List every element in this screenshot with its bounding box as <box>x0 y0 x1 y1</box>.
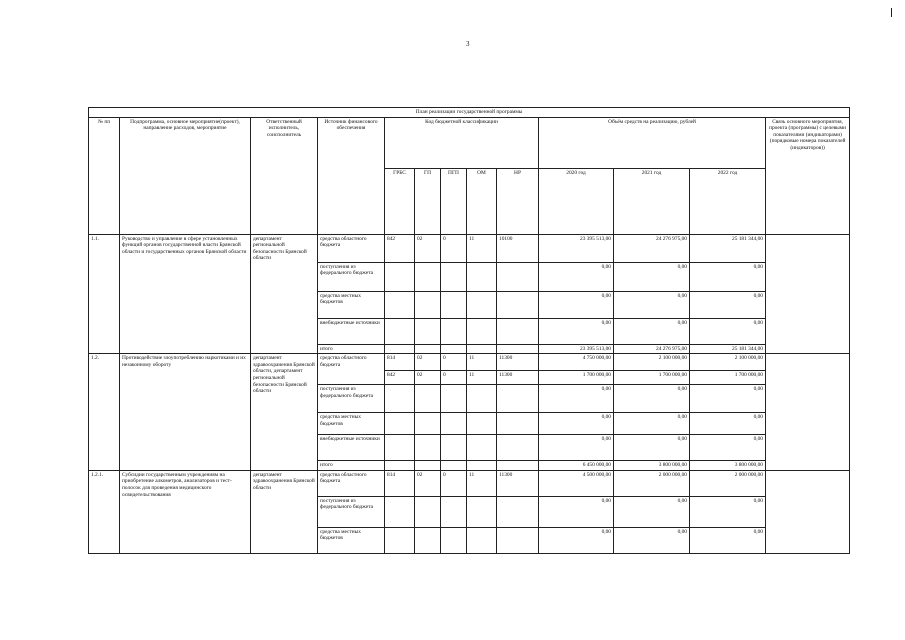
header-volume: Объём средств на реализацию, рублей <box>539 117 766 168</box>
row-num: 1.2.1. <box>89 470 120 553</box>
row-nr <box>497 527 539 553</box>
row-gp: 02 <box>415 371 441 385</box>
row-2020: 23 395 513,00 <box>539 344 614 354</box>
row-2021: 1 700 000,00 <box>614 371 690 385</box>
row-responsible: департамент региональной безопасности Брянской области <box>251 234 318 354</box>
row-pgp <box>441 435 467 461</box>
row-source: поступления из федерального бюджета <box>318 262 385 291</box>
row-responsible: департамент здравоохранения Брянской области <box>251 470 318 553</box>
program-plan-table <box>88 107 850 554</box>
row-pgp <box>441 262 467 291</box>
row-pgp: 0 <box>441 234 467 262</box>
row-om <box>467 435 497 461</box>
row-2021: 3 800 000,00 <box>614 461 690 471</box>
row-gp <box>415 262 441 291</box>
row-pgp <box>441 318 467 344</box>
row-grbs <box>385 291 415 318</box>
row-name: Субсидии государственным учреждениям на приобретение алкометров, анализаторов и тест-полосок для проведения медицинского освидетельствования <box>120 470 251 553</box>
header-grbs: ГРБС <box>385 168 415 234</box>
header-responsible: Ответственный исполнитель, соисполнитель <box>251 117 318 234</box>
row-source: средства областного бюджета <box>318 234 385 262</box>
row-2021: 2 000 000,00 <box>614 470 690 496</box>
row-2020: 0,00 <box>539 262 614 291</box>
program-plan-table-wrapper <box>88 107 849 554</box>
row-source: поступления из федерального бюджета <box>318 385 385 413</box>
row-gp <box>415 344 441 354</box>
row-num: 1.2. <box>89 354 120 471</box>
row-2021: 0,00 <box>614 527 690 553</box>
row-2022: 25 181 344,00 <box>690 344 766 354</box>
row-nr: 11300 <box>497 371 539 385</box>
row-2020: 23 395 513,00 <box>539 234 614 262</box>
row-grbs <box>385 318 415 344</box>
row-nr <box>497 435 539 461</box>
row-2021: 0,00 <box>614 435 690 461</box>
row-pgp: 0 <box>441 371 467 385</box>
header-num: № пп <box>89 117 120 234</box>
row-2020: 0,00 <box>539 435 614 461</box>
row-nr <box>497 461 539 471</box>
row-grbs <box>385 435 415 461</box>
row-nr: 11300 <box>497 354 539 371</box>
scan-edge-mark <box>891 8 892 17</box>
row-gp <box>415 318 441 344</box>
row-gp <box>415 385 441 413</box>
table-title-row <box>89 108 850 118</box>
row-nr <box>497 385 539 413</box>
row-2021: 24 276 975,00 <box>614 344 690 354</box>
row-pgp <box>441 461 467 471</box>
row-om <box>467 262 497 291</box>
row-2022: 1 700 000,00 <box>690 371 766 385</box>
row-nr <box>497 291 539 318</box>
row-om <box>467 344 497 354</box>
row-grbs: 814 <box>385 470 415 496</box>
row-2020: 0,00 <box>539 291 614 318</box>
row-nr <box>497 344 539 354</box>
row-gp <box>415 291 441 318</box>
row-source: средства местных бюджетов <box>318 413 385 435</box>
row-om <box>467 318 497 344</box>
row-grbs: 814 <box>385 354 415 371</box>
row-om: 11 <box>467 371 497 385</box>
row-source: итого <box>318 344 385 354</box>
header-2020: 2020 год <box>539 168 614 234</box>
row-grbs <box>385 527 415 553</box>
row-pgp <box>441 344 467 354</box>
header-2022: 2022 год <box>690 168 766 234</box>
row-2020: 0,00 <box>539 496 614 527</box>
row-nr <box>497 496 539 527</box>
row-num: 1.1. <box>89 234 120 354</box>
row-2021: 0,00 <box>614 385 690 413</box>
row-2020: 0,00 <box>539 527 614 553</box>
row-2021: 0,00 <box>614 413 690 435</box>
row-2022: 0,00 <box>690 527 766 553</box>
header-name: Подпрограмма, основное мероприятие(проект), направление расходов, мероприятие <box>120 117 251 234</box>
row-source: средства местных бюджетов <box>318 527 385 553</box>
row-source: средства областного бюджета <box>318 470 385 496</box>
row-om: 11 <box>467 354 497 371</box>
header-budget-code: Код бюджетной классификации <box>385 117 539 168</box>
row-2021: 0,00 <box>614 262 690 291</box>
row-2020: 4 750 000,00 <box>539 354 614 371</box>
row-2021: 0,00 <box>614 318 690 344</box>
row-2022: 0,00 <box>690 262 766 291</box>
row-2022: 2 000 000,00 <box>690 470 766 496</box>
row-name: Руководство и управление в сфере установленных функций органов государственной власти Брянской области и государственных органов Брянской области <box>120 234 251 354</box>
row-source: средства областного бюджета <box>318 354 385 385</box>
row-source: поступления из федерального бюджета <box>318 496 385 527</box>
row-2020: 0,00 <box>539 318 614 344</box>
row-gp <box>415 435 441 461</box>
row-2021: 24 276 975,00 <box>614 234 690 262</box>
row-om: 11 <box>467 234 497 262</box>
row-grbs <box>385 385 415 413</box>
row-grbs <box>385 262 415 291</box>
header-source: Источник финансового обеспечения <box>318 117 385 234</box>
row-pgp <box>441 496 467 527</box>
row-om <box>467 461 497 471</box>
header-pgp: ПГП <box>441 168 467 234</box>
row-gp <box>415 496 441 527</box>
row-source: внебюджетные источники <box>318 318 385 344</box>
row-om: 11 <box>467 470 497 496</box>
row-2022: 0,00 <box>690 385 766 413</box>
row-source: итого <box>318 461 385 471</box>
row-nr: 11300 <box>497 470 539 496</box>
row-gp: 02 <box>415 470 441 496</box>
row-2022: 0,00 <box>690 318 766 344</box>
header-row <box>89 117 850 168</box>
row-nr <box>497 262 539 291</box>
row-2020: 0,00 <box>539 413 614 435</box>
row-gp <box>415 461 441 471</box>
row-2022: 0,00 <box>690 413 766 435</box>
row-grbs <box>385 496 415 527</box>
page-number: 3 <box>466 40 470 48</box>
table-row <box>89 234 850 262</box>
row-grbs: 842 <box>385 234 415 262</box>
row-2021: 0,00 <box>614 291 690 318</box>
row-pgp <box>441 291 467 318</box>
row-om <box>467 291 497 318</box>
row-link <box>766 470 850 553</box>
row-2021: 0,00 <box>614 496 690 527</box>
row-grbs <box>385 461 415 471</box>
row-2020: 4 500 000,00 <box>539 470 614 496</box>
row-pgp: 0 <box>441 354 467 371</box>
header-om: ОМ <box>467 168 497 234</box>
row-gp: 02 <box>415 354 441 371</box>
row-grbs <box>385 344 415 354</box>
table-row <box>89 354 850 371</box>
row-source: средства местных бюджетов <box>318 291 385 318</box>
row-om <box>467 413 497 435</box>
row-om <box>467 496 497 527</box>
row-grbs: 842 <box>385 371 415 385</box>
table-row <box>89 470 850 496</box>
row-2021: 2 100 000,00 <box>614 354 690 371</box>
header-2021: 2021 год <box>614 168 690 234</box>
row-2022: 0,00 <box>690 291 766 318</box>
row-nr <box>497 318 539 344</box>
row-om <box>467 385 497 413</box>
row-2022: 0,00 <box>690 435 766 461</box>
row-gp <box>415 527 441 553</box>
row-om <box>467 527 497 553</box>
row-2022: 2 100 000,00 <box>690 354 766 371</box>
table-title: План реализации государственной программы <box>89 108 850 118</box>
row-responsible: департамент здравоохранения Брянской области, департамент региональной безопасности Брянской области <box>251 354 318 471</box>
row-grbs <box>385 413 415 435</box>
row-2020: 0,00 <box>539 385 614 413</box>
row-gp: 02 <box>415 234 441 262</box>
row-pgp <box>441 385 467 413</box>
row-link <box>766 354 850 471</box>
row-gp <box>415 413 441 435</box>
row-name: Противодействие злоупотреблению наркотиками и их незаконному обороту <box>120 354 251 471</box>
row-nr <box>497 413 539 435</box>
row-2022: 0,00 <box>690 496 766 527</box>
row-nr: 10100 <box>497 234 539 262</box>
row-pgp: 0 <box>441 470 467 496</box>
header-link: Связь основного мероприятия, проекта (программы) с целевыми показателями (индикаторами) (порядковые номера показателей (индикаторов)) <box>766 117 850 234</box>
row-pgp <box>441 527 467 553</box>
row-2022: 25 181 344,00 <box>690 234 766 262</box>
row-2020: 1 700 000,00 <box>539 371 614 385</box>
row-link <box>766 234 850 354</box>
row-pgp <box>441 413 467 435</box>
row-2022: 3 800 000,00 <box>690 461 766 471</box>
header-gp: ГП <box>415 168 441 234</box>
header-nr: НР <box>497 168 539 234</box>
row-source: внебюджетные источники <box>318 435 385 461</box>
row-2020: 6 450 000,00 <box>539 461 614 471</box>
